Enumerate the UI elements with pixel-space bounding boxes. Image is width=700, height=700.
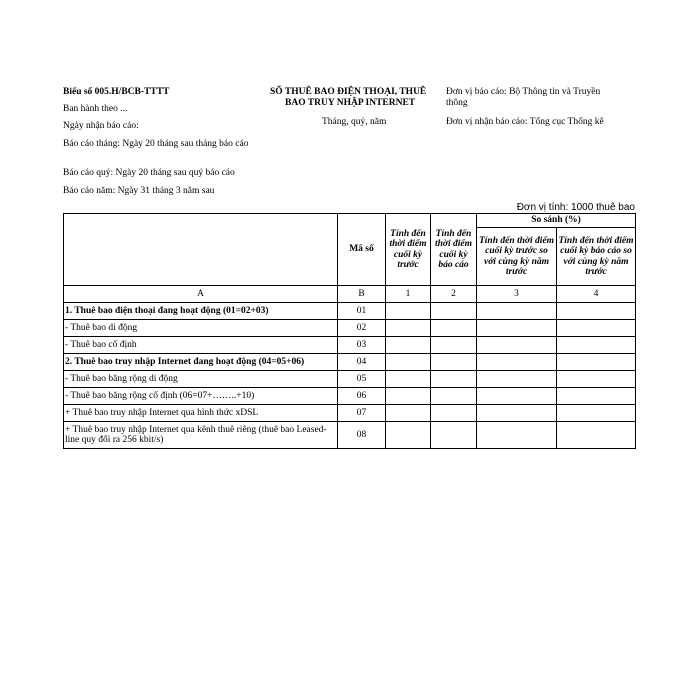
index-cell: 3 [477, 286, 557, 303]
header-compare-group: So sánh (%) [477, 214, 636, 228]
value-cell[interactable] [386, 405, 431, 422]
value-cell[interactable] [431, 405, 477, 422]
received-date-label: Ngày nhận báo cáo: [63, 121, 139, 131]
value-cell[interactable] [557, 422, 636, 449]
report-title-line1: SỐ THUÊ BAO ĐIỆN THOẠI, THUÊ [270, 87, 427, 97]
value-cell[interactable] [386, 371, 431, 388]
value-cell[interactable] [477, 303, 557, 320]
value-cell[interactable] [477, 337, 557, 354]
yearly-deadline: Báo cáo năm: Ngày 31 tháng 3 năm sau [63, 186, 215, 196]
row-code: 05 [338, 371, 386, 388]
table-row [64, 354, 636, 371]
row-label: + Thuê bao truy nhập Internet qua hình thức xDSL [64, 405, 338, 422]
header-blank-cell [64, 214, 338, 286]
row-code: 01 [338, 303, 386, 320]
value-cell[interactable] [557, 388, 636, 405]
value-cell[interactable] [431, 354, 477, 371]
value-cell[interactable] [557, 320, 636, 337]
header-code: Mã số [338, 214, 386, 286]
reporting-unit-line1: Đơn vị báo cáo: Bộ Thông tin và Truyền [446, 87, 601, 97]
row-label: - Thuê bao băng rộng cố định (06=07+……..+10) [64, 388, 338, 405]
index-cell: A [64, 286, 338, 303]
report-period: Tháng, quý, năm [322, 117, 387, 127]
value-cell[interactable] [431, 303, 477, 320]
value-cell[interactable] [386, 354, 431, 371]
index-cell: B [338, 286, 386, 303]
report-title-line2: BAO TRUY NHẬP INTERNET [285, 98, 416, 108]
value-cell[interactable] [477, 371, 557, 388]
row-label: - Thuê bao cố định [64, 337, 338, 354]
subscriber-table [63, 213, 636, 449]
table-row [64, 303, 636, 320]
table-row [64, 320, 636, 337]
value-cell[interactable] [557, 371, 636, 388]
value-cell[interactable] [386, 337, 431, 354]
value-cell[interactable] [557, 337, 636, 354]
value-cell[interactable] [431, 422, 477, 449]
row-code: 03 [338, 337, 386, 354]
row-code: 08 [338, 422, 386, 449]
header-col2: Tính đến thời điểm cuối kỳ báo cáo [431, 214, 477, 286]
value-cell[interactable] [477, 422, 557, 449]
value-cell[interactable] [431, 337, 477, 354]
value-cell[interactable] [477, 388, 557, 405]
issued-by: Ban hành theo ... [63, 104, 128, 114]
value-cell[interactable] [557, 354, 636, 371]
form-code: Biểu số 005.H/BCB-TTTT [63, 87, 170, 97]
row-label: + Thuê bao truy nhập Internet qua kênh thuê riêng (thuê bao Leased-line quy đổi ra 256 kbit/s) [64, 422, 338, 449]
row-code: 07 [338, 405, 386, 422]
reporting-unit-line2: thông [446, 98, 468, 108]
row-code: 04 [338, 354, 386, 371]
index-cell: 2 [431, 286, 477, 303]
value-cell[interactable] [386, 303, 431, 320]
table-row [64, 337, 636, 354]
quarterly-deadline: Báo cáo quý: Ngày 20 tháng sau quý báo cáo [63, 168, 235, 178]
value-cell[interactable] [431, 388, 477, 405]
receiving-unit: Đơn vị nhận báo cáo: Tổng cục Thống kê [446, 117, 604, 127]
header-col4: Tính đến thời điểm cuối kỳ báo cáo so với cùng kỳ năm trước [557, 228, 636, 286]
index-cell: 1 [386, 286, 431, 303]
row-label: 2. Thuê bao truy nhập Internet đang hoạt động (04=05+06) [64, 354, 338, 371]
row-label: 1. Thuê bao điện thoại đang hoạt động (01=02+03) [64, 303, 338, 320]
table-row [64, 422, 636, 449]
value-cell[interactable] [557, 303, 636, 320]
row-code: 02 [338, 320, 386, 337]
value-cell[interactable] [557, 405, 636, 422]
table-row [64, 371, 636, 388]
header-col3: Tính đến thời điểm cuối kỳ trước so với cùng kỳ năm trước [477, 228, 557, 286]
unit-note: Đơn vị tính: 1000 thuê bao [516, 202, 635, 213]
index-cell: 4 [557, 286, 636, 303]
table-row [64, 388, 636, 405]
value-cell[interactable] [386, 320, 431, 337]
value-cell[interactable] [431, 320, 477, 337]
row-label: - Thuê bao băng rộng di động [64, 371, 338, 388]
monthly-deadline: Báo cáo tháng: Ngày 20 tháng sau tháng báo cáo [63, 139, 249, 149]
value-cell[interactable] [477, 405, 557, 422]
index-row [64, 286, 636, 303]
value-cell[interactable] [431, 371, 477, 388]
value-cell[interactable] [386, 422, 431, 449]
header-col1: Tính đến thời điểm cuối kỳ trước [386, 214, 431, 286]
value-cell[interactable] [477, 354, 557, 371]
row-label: - Thuê bao di động [64, 320, 338, 337]
value-cell[interactable] [386, 388, 431, 405]
row-code: 06 [338, 388, 386, 405]
table-row [64, 405, 636, 422]
value-cell[interactable] [477, 320, 557, 337]
